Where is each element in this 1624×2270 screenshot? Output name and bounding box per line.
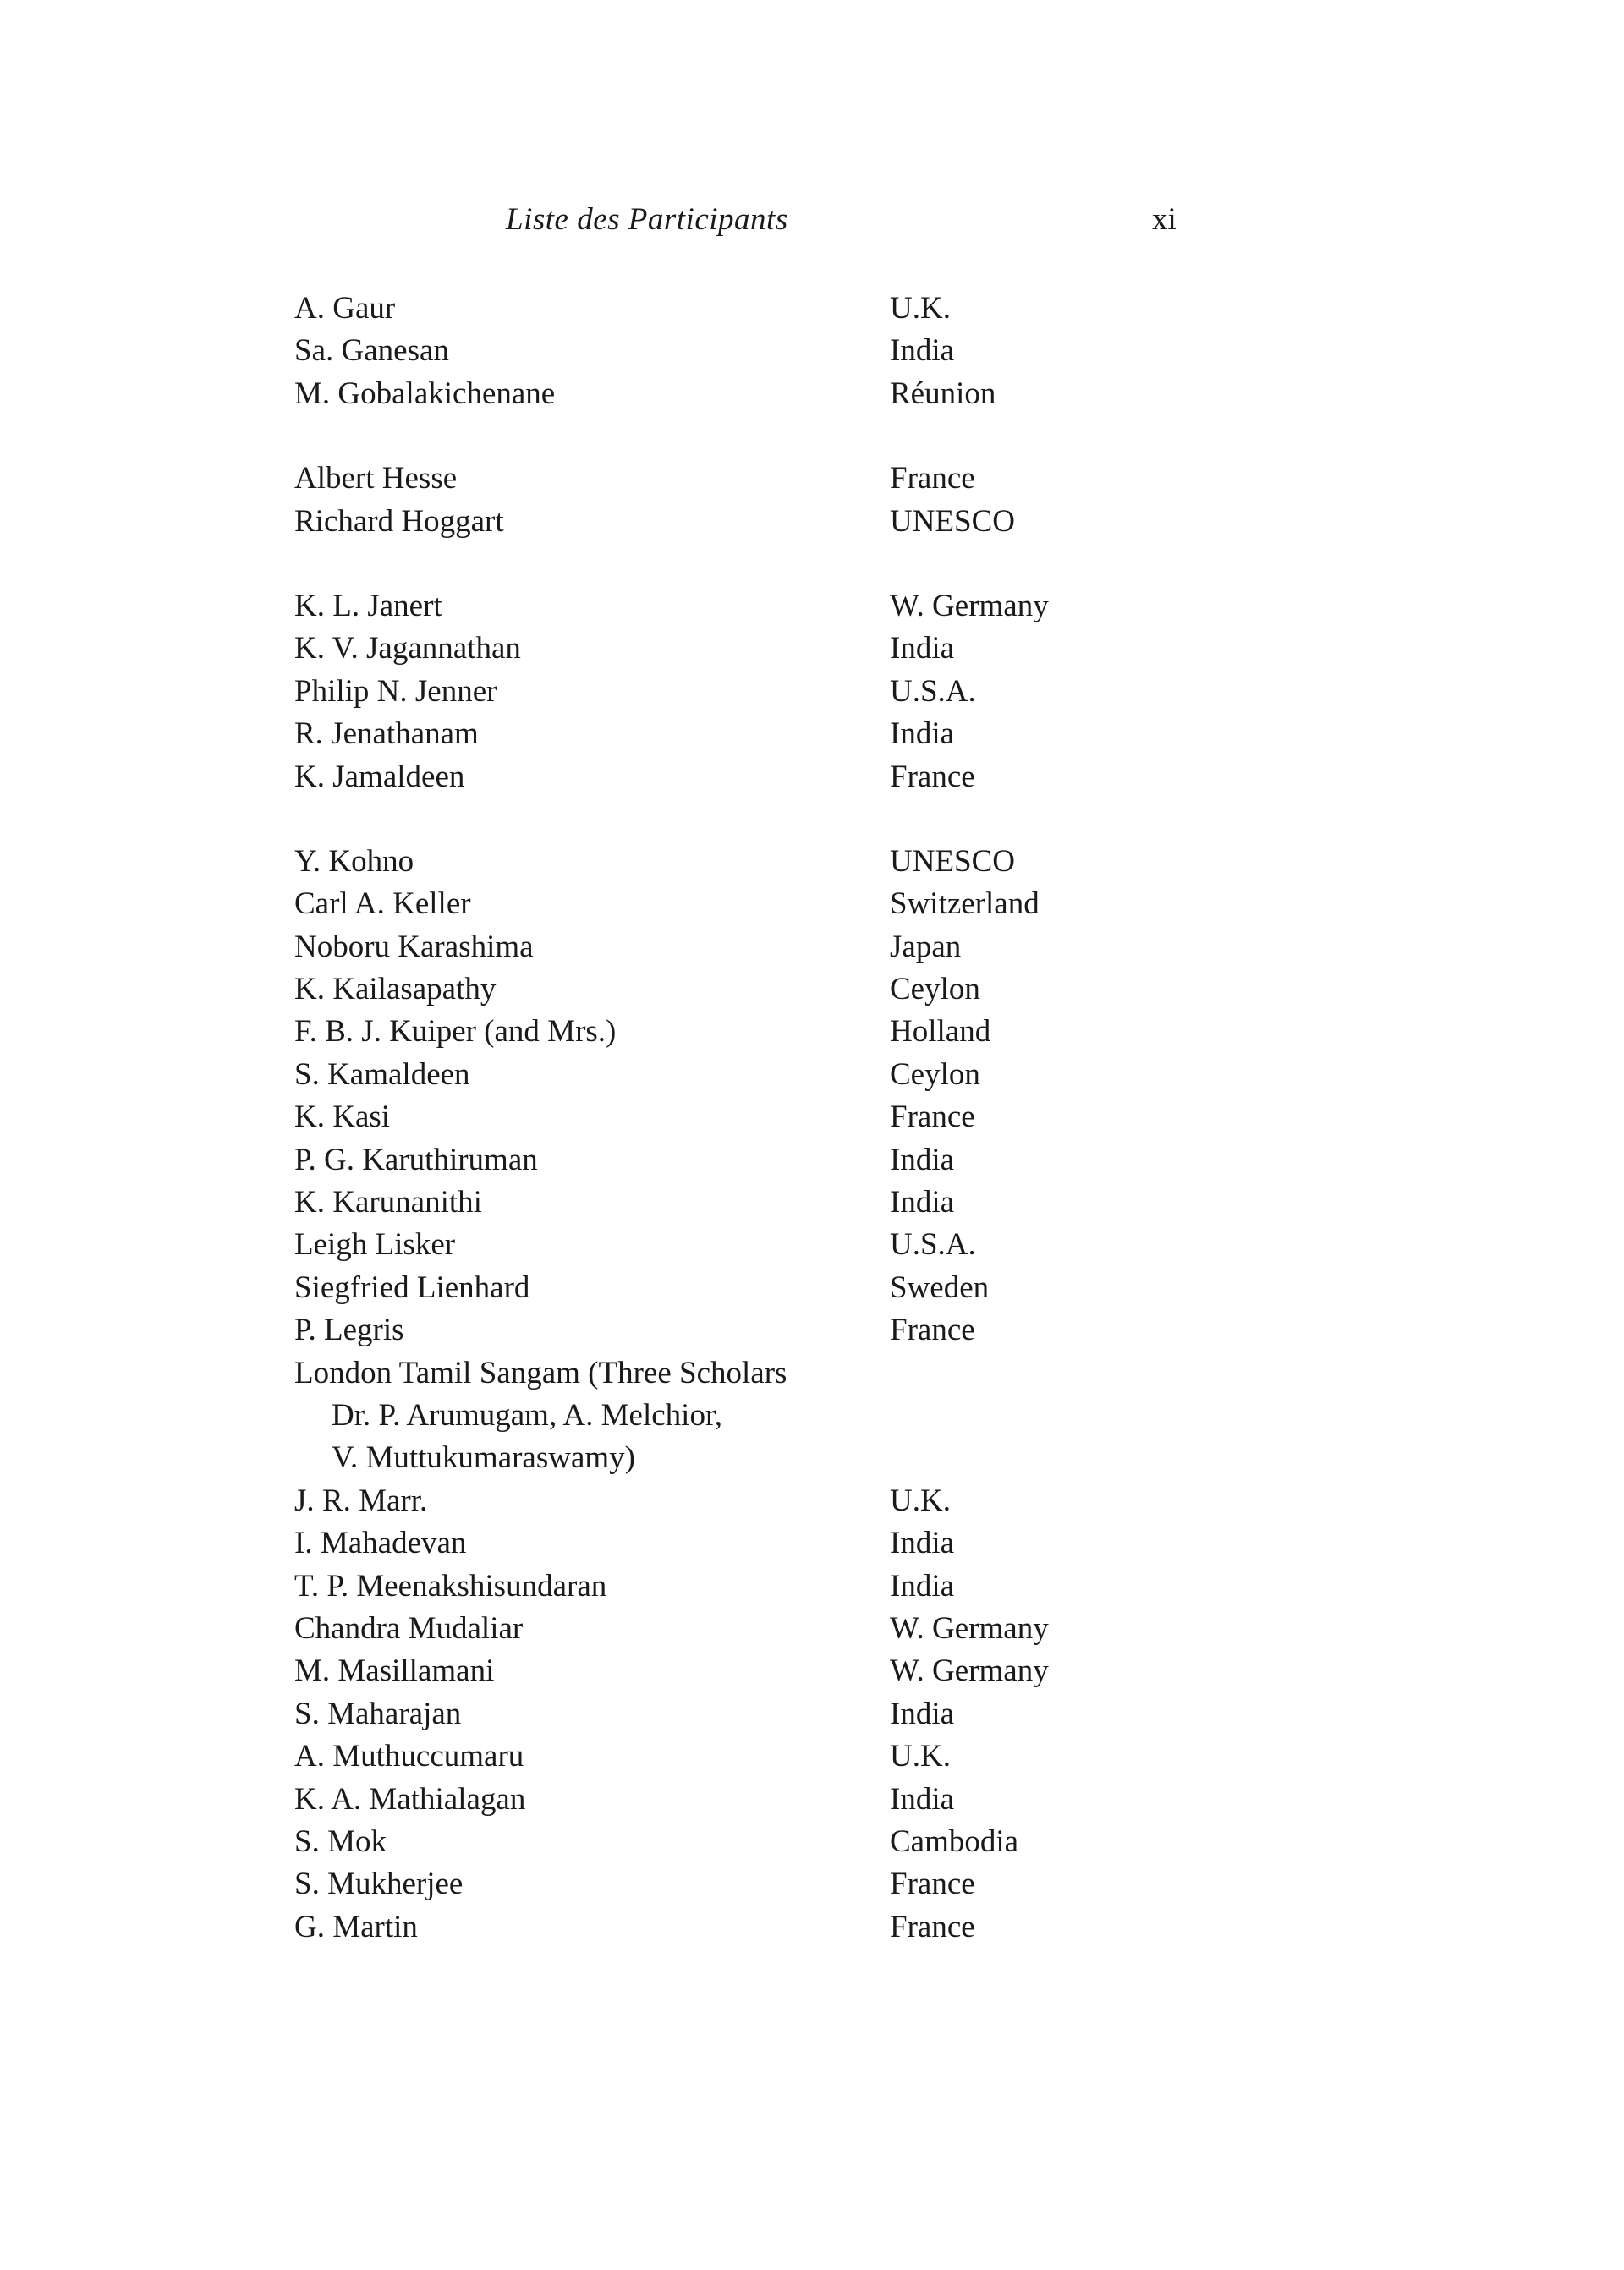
participant-row (0, 756, 1624, 798)
participant-name: P. Legris (294, 1313, 404, 1348)
participant-name: M. Gobalakichenane (294, 376, 556, 411)
participant-row (0, 1224, 1624, 1266)
participant-row (0, 1735, 1624, 1778)
participant-country: W. Germany (890, 1610, 1049, 1646)
participant-name: K. Kasi (294, 1099, 391, 1135)
page-number: xi (1152, 202, 1177, 237)
participant-country: Ceylon (890, 1056, 980, 1092)
participant-name: F. B. J. Kuiper (and Mrs.) (294, 1014, 617, 1050)
participant-row (0, 926, 1624, 968)
participant-country: U.K. (890, 1739, 951, 1774)
participant-country: W. Germany (890, 588, 1049, 623)
participant-row (0, 1480, 1624, 1522)
participant-name: K. L. Janert (294, 588, 442, 623)
participant-country: Switzerland (890, 886, 1040, 922)
participant-row (0, 1096, 1624, 1138)
participant-name: Richard Hoggart (294, 503, 504, 539)
participant-country: UNESCO (890, 503, 1016, 539)
participant-country: W. Germany (890, 1653, 1049, 1689)
participant-row (0, 1182, 1624, 1224)
participant-country: France (890, 1099, 975, 1135)
participant-row (0, 330, 1624, 372)
participant-row (0, 585, 1624, 628)
participant-country: Ceylon (890, 972, 980, 1007)
participant-country: Sweden (890, 1269, 990, 1305)
group-separator (0, 415, 1624, 458)
participant-row (0, 1054, 1624, 1096)
participant-row (0, 1779, 1624, 1821)
participant-name: R. Jenathanam (294, 716, 479, 752)
participant-name: Y. Kohno (294, 843, 414, 879)
participant-row (0, 883, 1624, 925)
participant-name: Leigh Lisker (294, 1227, 456, 1263)
participant-country: Holland (890, 1014, 991, 1050)
participant-row (0, 841, 1624, 883)
participant-name: K. Karunanithi (294, 1185, 482, 1220)
group-separator (0, 798, 1624, 841)
participant-name: K. A. Mathialagan (294, 1781, 526, 1817)
participant-country: Cambodia (890, 1823, 1019, 1859)
participant-name: K. Kailasapathy (294, 972, 497, 1007)
participant-name: Sa. Ganesan (294, 333, 449, 369)
participant-name: K. V. Jagannathan (294, 631, 521, 666)
participant-row (0, 458, 1624, 500)
participant-row (0, 1863, 1624, 1905)
participant-country: France (890, 461, 975, 496)
participant-row (0, 1650, 1624, 1692)
participant-row (0, 1437, 1624, 1479)
participant-name: Dr. P. Arumugam, A. Melchior, (332, 1397, 723, 1433)
participant-country: Réunion (890, 376, 996, 411)
participant-country: India (890, 1185, 955, 1220)
participant-row (0, 1139, 1624, 1182)
participant-name: S. Mukherjee (294, 1867, 464, 1902)
participant-country: U.K. (890, 291, 951, 326)
participant-country: India (890, 333, 955, 369)
participant-row (0, 628, 1624, 670)
group-separator (0, 543, 1624, 585)
participant-name: V. Muttukumaraswamy) (332, 1440, 635, 1476)
participant-row (0, 713, 1624, 755)
participant-name: Siegfried Lienhard (294, 1269, 530, 1305)
participant-name: I. Mahadevan (294, 1526, 467, 1561)
participant-country: France (890, 1867, 975, 1902)
participant-row (0, 1395, 1624, 1437)
participant-country: India (890, 1526, 955, 1561)
participant-name: Chandra Mudaliar (294, 1610, 524, 1646)
participant-country: UNESCO (890, 843, 1016, 879)
participant-name: A. Gaur (294, 291, 396, 326)
participant-country: France (890, 759, 975, 794)
participant-country: India (890, 1142, 955, 1177)
participant-name: Carl A. Keller (294, 886, 471, 922)
participant-row (0, 1522, 1624, 1565)
participant-row (0, 968, 1624, 1011)
participant-name: Philip N. Jenner (294, 673, 497, 709)
participant-name: G. Martin (294, 1909, 418, 1944)
participant-country: U.K. (890, 1483, 951, 1518)
participant-name: J. R. Marr. (294, 1483, 428, 1518)
participant-row (0, 1565, 1624, 1608)
participant-row (0, 1608, 1624, 1650)
participant-name: T. P. Meenakshisundaran (294, 1568, 607, 1604)
participant-country: Japan (890, 929, 962, 964)
participant-name: London Tamil Sangam (Three Scholars (294, 1355, 787, 1390)
participant-name: K. Jamaldeen (294, 759, 465, 794)
running-title: Liste des Participants (506, 202, 788, 237)
participant-list (0, 288, 1624, 1949)
participant-country: India (890, 1568, 955, 1604)
participant-row (0, 373, 1624, 415)
participant-country: India (890, 1696, 955, 1731)
participant-row (0, 1352, 1624, 1395)
participant-row (0, 288, 1624, 330)
participant-name: Noboru Karashima (294, 929, 534, 964)
participant-country: France (890, 1909, 975, 1944)
participant-row (0, 1821, 1624, 1863)
participant-name: Albert Hesse (294, 461, 458, 496)
participant-name: P. G. Karuthiruman (294, 1142, 538, 1177)
participant-row (0, 671, 1624, 713)
participant-row (0, 1011, 1624, 1053)
participant-row (0, 1906, 1624, 1949)
participant-row (0, 501, 1624, 543)
participant-name: M. Masillamani (294, 1653, 495, 1689)
participant-country: India (890, 716, 955, 752)
participant-country: India (890, 631, 955, 666)
participant-row (0, 1267, 1624, 1309)
participant-name: S. Maharajan (294, 1696, 462, 1731)
participant-name: S. Kamaldeen (294, 1056, 470, 1092)
participant-country: U.S.A. (890, 673, 976, 709)
participant-name: A. Muthuccumaru (294, 1739, 524, 1774)
participant-country: U.S.A. (890, 1227, 976, 1263)
participant-name: S. Mok (294, 1823, 387, 1859)
participant-country: India (890, 1781, 955, 1817)
participant-row (0, 1693, 1624, 1735)
participant-row (0, 1309, 1624, 1352)
participant-country: France (890, 1313, 975, 1348)
